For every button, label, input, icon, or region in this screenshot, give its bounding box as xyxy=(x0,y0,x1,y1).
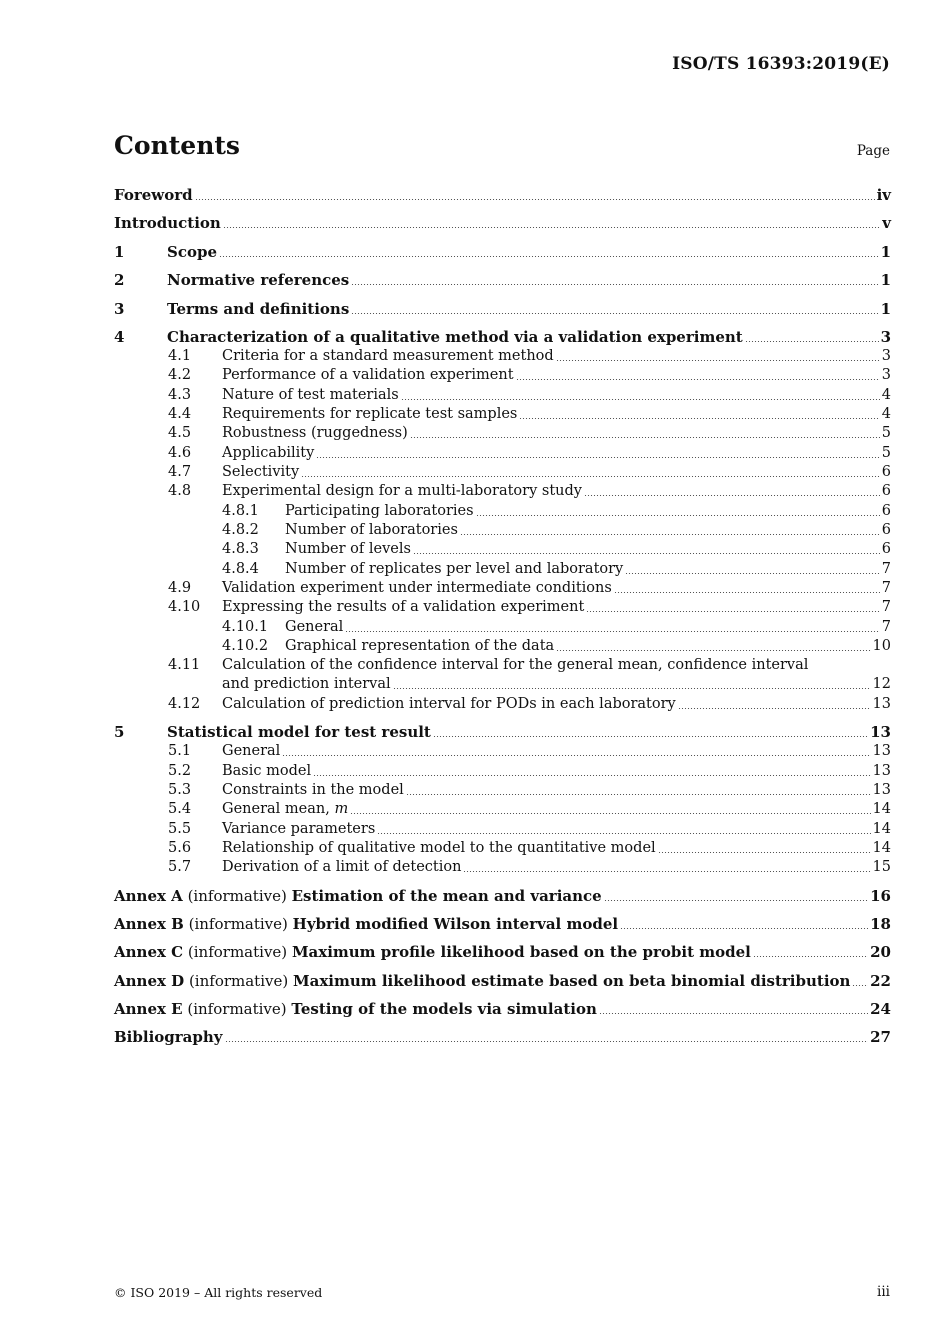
toc-number: 4.7 xyxy=(168,464,192,480)
toc-entry-5-2[interactable] xyxy=(168,762,891,781)
annex-title: Maximum profile likelihood based on the probit model xyxy=(291,943,751,961)
toc-title xyxy=(114,972,850,991)
toc-entry-5-3[interactable] xyxy=(168,781,891,800)
annex-label: Annex C xyxy=(114,943,184,961)
toc-page: 6 xyxy=(881,522,891,538)
annex-kind: (informative) xyxy=(187,1000,287,1018)
dot-leader xyxy=(556,360,880,361)
toc-page: 18 xyxy=(870,915,891,933)
toc-number: 4.2 xyxy=(168,367,192,383)
toc-title: Scope xyxy=(167,243,218,261)
toc-number: 5.1 xyxy=(168,743,192,759)
copyright-notice: © ISO 2019 – All rights reserved xyxy=(114,1285,323,1300)
toc-page: 13 xyxy=(872,743,891,759)
toc-page: 6 xyxy=(881,541,891,557)
toc-entry-4-3[interactable] xyxy=(168,386,891,405)
toc-title: Applicability xyxy=(222,445,315,461)
toc-page: 13 xyxy=(872,782,891,798)
dot-leader xyxy=(313,775,870,776)
toc-title: Graphical representation of the data xyxy=(285,638,555,654)
toc-page: 6 xyxy=(881,483,891,499)
annex-label: Annex E xyxy=(114,1000,183,1018)
toc-number: 4.10.2 xyxy=(222,638,269,654)
toc-entry-4-8-3[interactable] xyxy=(222,540,891,559)
dot-leader xyxy=(463,871,870,872)
toc-entry-4-1[interactable] xyxy=(168,347,891,366)
dot-leader xyxy=(586,611,879,612)
toc-number: 4.8.4 xyxy=(222,561,259,577)
annex-title: Maximum likelihood estimate based on beta binomial distribution xyxy=(293,972,851,990)
dot-leader xyxy=(282,755,870,756)
annex-kind: (informative) xyxy=(188,972,289,990)
toc-title: Foreword xyxy=(114,186,193,204)
toc-entry-5-1[interactable] xyxy=(168,742,891,761)
toc-page: 13 xyxy=(872,696,891,712)
toc-title: Calculation of prediction interval for PODs in each laboratory xyxy=(222,696,676,712)
toc-page: 5 xyxy=(881,425,891,441)
annex-kind: (informative) xyxy=(187,887,287,905)
toc-page: 10 xyxy=(872,638,891,654)
toc-number: 4.11 xyxy=(168,657,201,673)
toc-entry-3[interactable] xyxy=(114,300,891,319)
dot-leader xyxy=(658,852,871,853)
toc-number: 5.4 xyxy=(168,801,192,817)
toc-entry-4-10[interactable] xyxy=(168,598,891,617)
toc-entry-4-8[interactable] xyxy=(168,482,891,501)
toc-title: Constraints in the model xyxy=(222,782,404,798)
toc-title: Requirements for replicate test samples xyxy=(222,406,518,422)
toc-title: Relationship of qualitative model to the quantitative model xyxy=(222,840,656,856)
dot-leader xyxy=(345,631,879,632)
dot-leader xyxy=(852,985,868,986)
annex-title: Hybrid modified Wilson interval model xyxy=(292,915,619,933)
toc-entry-4-8-2[interactable] xyxy=(222,521,891,540)
toc-number: 4.6 xyxy=(168,445,192,461)
toc-number: 5.7 xyxy=(168,859,192,875)
toc-page: 13 xyxy=(870,723,891,741)
dot-leader xyxy=(516,379,880,380)
toc-entry-4-10-2[interactable] xyxy=(222,637,891,656)
toc-entry-5-5[interactable] xyxy=(168,820,891,839)
toc-title xyxy=(222,800,348,819)
toc-entry-1[interactable] xyxy=(114,243,891,262)
document-id: ISO/TS 16393:2019(E) xyxy=(672,54,890,74)
toc-title: Number of laboratories xyxy=(285,522,458,538)
dot-leader xyxy=(476,515,880,516)
toc-title: Terms and definitions xyxy=(167,300,350,318)
toc-entry-4-8-1[interactable] xyxy=(222,502,891,521)
dot-leader xyxy=(350,813,870,814)
toc-page: 6 xyxy=(881,464,891,480)
toc-number: 5.5 xyxy=(168,821,192,837)
toc-page: 4 xyxy=(881,387,891,403)
toc-page: 20 xyxy=(870,943,891,961)
dot-leader xyxy=(413,553,880,554)
toc-title: Performance of a validation experiment xyxy=(222,367,514,383)
toc-entry-5-4[interactable] xyxy=(168,800,891,819)
toc-page: 13 xyxy=(872,763,891,779)
dot-leader xyxy=(401,399,880,400)
toc-number: 4.5 xyxy=(168,425,192,441)
dot-leader xyxy=(604,900,868,901)
toc-page: v xyxy=(882,214,891,232)
toc-page: 22 xyxy=(870,972,891,990)
dot-leader xyxy=(377,833,870,834)
annex-label: Annex B xyxy=(114,915,184,933)
contents-title: Contents xyxy=(114,131,241,160)
toc-entry-4-2[interactable] xyxy=(168,366,891,385)
toc-page: 14 xyxy=(872,801,891,817)
toc-title: General xyxy=(285,619,344,635)
dot-leader xyxy=(223,227,880,228)
annex-kind: (informative) xyxy=(187,943,288,961)
toc-number: 5.2 xyxy=(168,763,192,779)
toc-title: General xyxy=(222,743,281,759)
toc-page: 7 xyxy=(881,561,891,577)
toc-entry-4[interactable] xyxy=(114,328,891,347)
dot-leader xyxy=(410,437,880,438)
dot-leader xyxy=(393,688,871,689)
toc-title: Normative references xyxy=(167,271,350,289)
dot-leader xyxy=(301,476,880,477)
toc-title: Number of levels xyxy=(285,541,411,557)
toc-entry-introduction[interactable] xyxy=(114,214,891,233)
toc-page: 27 xyxy=(870,1028,891,1046)
toc-title: Introduction xyxy=(114,214,221,232)
toc-page: 16 xyxy=(870,887,891,905)
dot-leader xyxy=(519,418,879,419)
toc-title: Nature of test materials xyxy=(222,387,399,403)
toc-title-text: General mean, xyxy=(222,801,335,817)
toc-entry-annex-a[interactable] xyxy=(114,887,891,906)
toc-number: 2 xyxy=(114,271,125,289)
toc-title: Experimental design for a multi-laboratory study xyxy=(222,483,582,499)
toc-title: Number of replicates per level and laboratory xyxy=(285,561,624,577)
toc-entry-4-7[interactable] xyxy=(168,463,891,482)
dot-leader xyxy=(678,708,871,709)
toc-number: 3 xyxy=(114,300,125,318)
toc-page: 3 xyxy=(881,367,891,383)
toc-number: 5.6 xyxy=(168,840,192,856)
toc-number: 4 xyxy=(114,328,125,346)
toc-title: Variance parameters xyxy=(222,821,376,837)
dot-leader xyxy=(351,313,878,314)
toc-title xyxy=(114,943,751,962)
toc-page: 4 xyxy=(881,406,891,422)
toc-number: 5.3 xyxy=(168,782,192,798)
toc-title xyxy=(114,887,602,906)
toc-title xyxy=(114,1000,597,1019)
dot-leader xyxy=(745,341,879,342)
toc-title: Selectivity xyxy=(222,464,300,480)
toc-entry-foreword[interactable] xyxy=(114,186,891,205)
toc-page: 1 xyxy=(880,271,891,289)
page-column-label: Page xyxy=(856,143,890,159)
toc-entry-4-10-1[interactable] xyxy=(222,618,891,637)
toc-entry-2[interactable] xyxy=(114,271,891,290)
toc-title: Characterization of a qualitative method via a validation experiment xyxy=(167,328,743,346)
toc-title: Expressing the results of a validation experiment xyxy=(222,599,585,615)
toc-page: 14 xyxy=(872,840,891,856)
toc-entry-4-4[interactable] xyxy=(168,405,891,424)
toc-title xyxy=(114,915,618,934)
dot-leader xyxy=(614,592,880,593)
dot-leader xyxy=(620,928,868,929)
toc-number: 4.4 xyxy=(168,406,192,422)
toc-title: Robustness (ruggedness) xyxy=(222,425,408,441)
dot-leader xyxy=(225,1041,869,1042)
toc-number: 4.8 xyxy=(168,483,192,499)
dot-leader xyxy=(316,457,879,458)
toc-number: 4.10 xyxy=(168,599,201,615)
toc-title: Basic model xyxy=(222,763,312,779)
toc-entry-4-11-continuation[interactable] xyxy=(222,675,891,694)
toc-page: 3 xyxy=(881,348,891,364)
toc-entry-4-8-4[interactable] xyxy=(222,560,891,579)
dot-leader xyxy=(584,495,880,496)
toc-title: Statistical model for test result xyxy=(167,723,431,741)
toc-number: 4.1 xyxy=(168,348,192,364)
toc-page: 24 xyxy=(870,1000,891,1018)
toc-entry-annex-c[interactable] xyxy=(114,943,891,962)
toc-title: Calculation of the confidence interval for the general mean, confidence interval xyxy=(222,657,809,673)
dot-leader xyxy=(753,956,868,957)
toc-number: 4.8.3 xyxy=(222,541,259,557)
page-number: iii xyxy=(877,1284,890,1300)
toc-entry-annex-d[interactable] xyxy=(114,972,891,991)
toc-page: 7 xyxy=(881,599,891,615)
toc-page: 12 xyxy=(872,676,891,692)
dot-leader xyxy=(625,573,880,574)
dot-leader xyxy=(599,1013,868,1014)
dot-leader xyxy=(219,256,879,257)
toc-entry-4-5[interactable] xyxy=(168,424,891,443)
dot-leader xyxy=(433,736,868,737)
toc-number: 1 xyxy=(114,243,125,261)
toc-page: 3 xyxy=(880,328,891,346)
toc-page: 7 xyxy=(881,619,891,635)
toc-number: 4.8.2 xyxy=(222,522,259,538)
toc-title-variable: m xyxy=(334,801,349,817)
toc-entry-4-11[interactable] xyxy=(168,656,891,675)
toc-title: Criteria for a standard measurement method xyxy=(222,348,554,364)
toc-title: Derivation of a limit of detection xyxy=(222,859,462,875)
toc-number: 4.12 xyxy=(168,696,201,712)
toc-entry-annex-b[interactable] xyxy=(114,915,891,934)
toc-page: 7 xyxy=(881,580,891,596)
toc-entry-4-6[interactable] xyxy=(168,444,891,463)
toc-entry-annex-e[interactable] xyxy=(114,1000,891,1019)
toc-page: 1 xyxy=(880,300,891,318)
toc-page: 15 xyxy=(872,859,891,875)
toc-page: 14 xyxy=(872,821,891,837)
toc-page: 5 xyxy=(881,445,891,461)
annex-title: Estimation of the mean and variance xyxy=(291,887,602,905)
toc-entry-4-9[interactable] xyxy=(168,579,891,598)
toc-number: 4.9 xyxy=(168,580,192,596)
dot-leader xyxy=(406,794,871,795)
toc-title: Participating laboratories xyxy=(285,503,474,519)
annex-label: Annex A xyxy=(114,887,183,905)
annex-kind: (informative) xyxy=(188,915,288,933)
toc-title-continuation: and prediction interval xyxy=(222,676,391,692)
toc-number: 5 xyxy=(114,723,125,741)
toc-entry-5-6[interactable] xyxy=(168,839,891,858)
toc-number: 4.8.1 xyxy=(222,503,259,519)
toc-page: iv xyxy=(876,186,891,204)
dot-leader xyxy=(460,534,880,535)
toc-entry-bibliography[interactable] xyxy=(114,1028,891,1047)
toc-entry-5-7[interactable] xyxy=(168,858,891,877)
dot-leader xyxy=(351,284,878,285)
annex-label: Annex D xyxy=(114,972,185,990)
dot-leader xyxy=(195,199,875,200)
toc-page: 1 xyxy=(880,243,891,261)
toc-page: 6 xyxy=(881,503,891,519)
toc-entry-5[interactable] xyxy=(114,723,891,742)
toc-entry-4-12[interactable] xyxy=(168,695,891,714)
toc-number: 4.10.1 xyxy=(222,619,269,635)
annex-title: Testing of the models via simulation xyxy=(291,1000,597,1018)
toc-title: Bibliography xyxy=(114,1028,223,1046)
toc-number: 4.3 xyxy=(168,387,192,403)
toc-title: Validation experiment under intermediate conditions xyxy=(222,580,612,596)
dot-leader xyxy=(556,650,870,651)
